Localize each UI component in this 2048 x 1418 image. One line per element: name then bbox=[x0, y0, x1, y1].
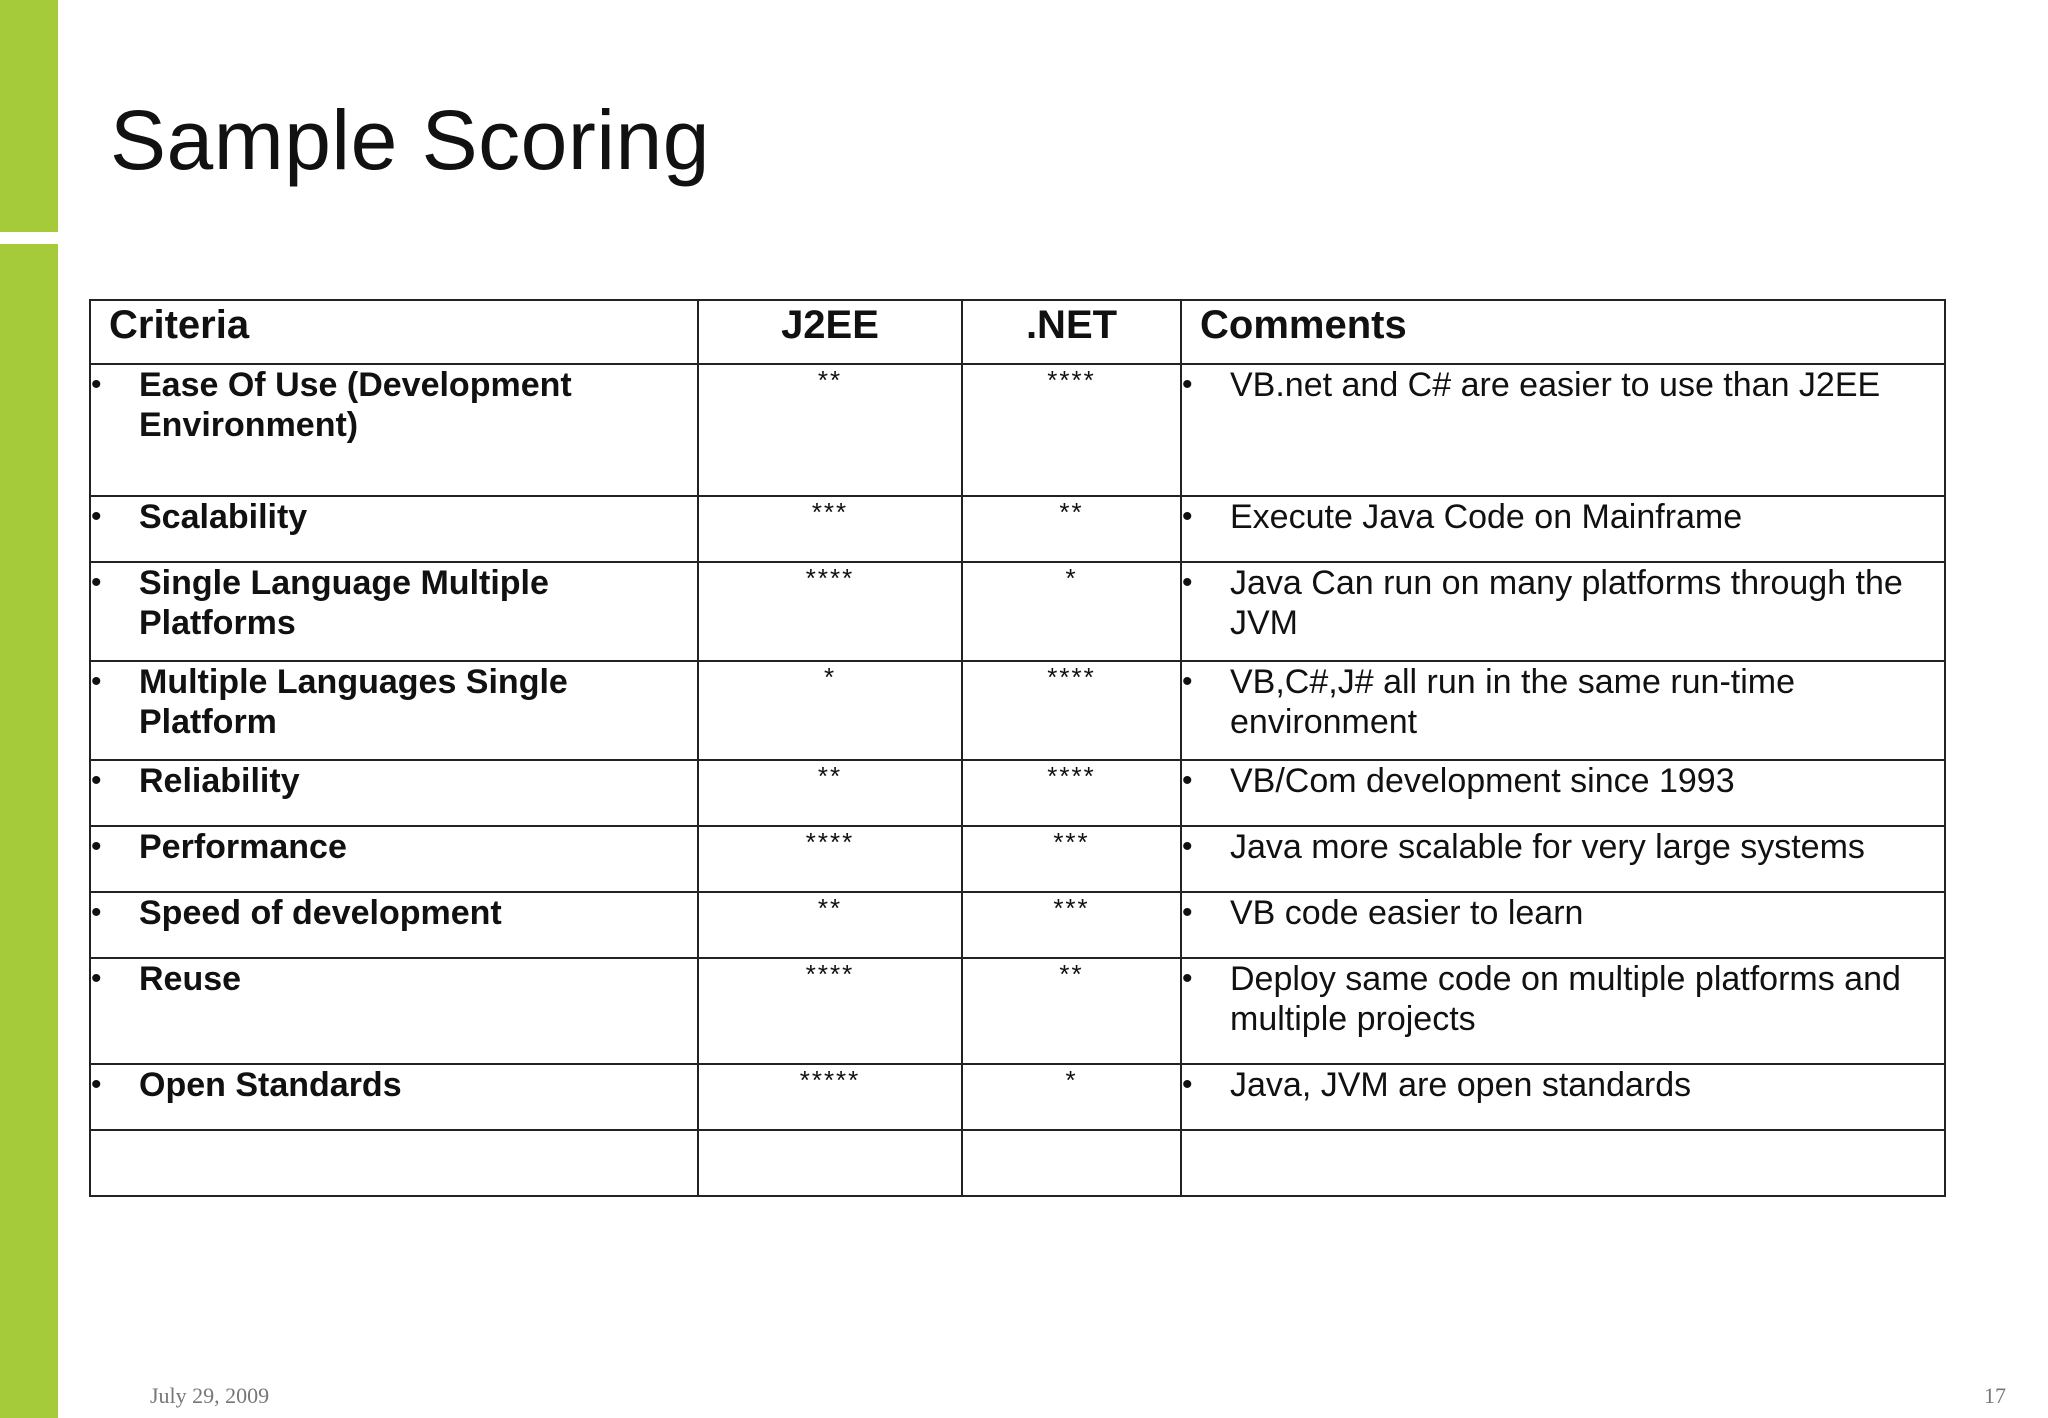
table-row-empty bbox=[90, 1130, 1945, 1196]
slide-title: Sample Scoring bbox=[110, 93, 710, 187]
criteria-label: Reliability bbox=[139, 762, 300, 800]
comment-cell bbox=[1181, 496, 1945, 562]
accent-bar-bottom bbox=[0, 244, 58, 1418]
bullet: • bbox=[91, 764, 102, 797]
table-row bbox=[90, 661, 1945, 760]
table-row bbox=[90, 496, 1945, 562]
bullet: • bbox=[1182, 962, 1193, 995]
comment-text: VB.net and C# are easier to use than J2EE bbox=[1230, 366, 1881, 404]
comment-text: Java Can run on many platforms through the JVM bbox=[1230, 564, 1903, 642]
criteria-label: Ease Of Use (Development Environment) bbox=[139, 366, 572, 444]
comment-cell bbox=[1181, 562, 1945, 661]
comment-cell bbox=[1181, 760, 1945, 826]
comment-text: VB code easier to learn bbox=[1230, 894, 1584, 932]
bullet: • bbox=[1182, 368, 1193, 401]
comment-text: VB,C#,J# all run in the same run-time environment bbox=[1230, 663, 1796, 741]
net-score: *** bbox=[962, 892, 1181, 958]
scoring-table bbox=[89, 299, 1946, 1197]
comment-text: Java more scalable for very large systems bbox=[1230, 828, 1865, 866]
criteria-cell bbox=[90, 826, 698, 892]
criteria-label: Multiple Languages Single Platform bbox=[139, 663, 568, 741]
j2ee-score: ** bbox=[698, 364, 962, 496]
bullet: • bbox=[91, 665, 102, 698]
table-header-row bbox=[90, 300, 1945, 364]
table-row bbox=[90, 562, 1945, 661]
net-score: **** bbox=[962, 760, 1181, 826]
bullet: • bbox=[91, 566, 102, 599]
comment-cell bbox=[1181, 958, 1945, 1064]
page-number: 17 bbox=[1984, 1383, 2006, 1408]
empty-cell bbox=[698, 1130, 962, 1196]
header-j2ee: J2EE bbox=[698, 300, 962, 364]
j2ee-score: **** bbox=[698, 826, 962, 892]
comment-text: VB/Com development since 1993 bbox=[1230, 762, 1735, 800]
criteria-cell bbox=[90, 364, 698, 496]
comment-text: Java, JVM are open standards bbox=[1230, 1066, 1692, 1104]
criteria-cell bbox=[90, 1064, 698, 1130]
criteria-label: Open Standards bbox=[139, 1066, 402, 1104]
net-score: *** bbox=[962, 826, 1181, 892]
criteria-label: Scalability bbox=[139, 498, 308, 536]
empty-cell bbox=[90, 1130, 698, 1196]
net-score: * bbox=[962, 1064, 1181, 1130]
table-row bbox=[90, 892, 1945, 958]
bullet: • bbox=[91, 896, 102, 929]
criteria-cell bbox=[90, 496, 698, 562]
criteria-cell bbox=[90, 661, 698, 760]
net-score: **** bbox=[962, 364, 1181, 496]
header-criteria: Criteria bbox=[90, 300, 698, 364]
bullet: • bbox=[1182, 1068, 1193, 1101]
criteria-cell bbox=[90, 562, 698, 661]
bullet: • bbox=[91, 368, 102, 401]
bullet: • bbox=[1182, 566, 1193, 599]
j2ee-score: * bbox=[698, 661, 962, 760]
comment-text: Deploy same code on multiple platforms and multiple projects bbox=[1230, 960, 1901, 1038]
comment-cell bbox=[1181, 892, 1945, 958]
table-row bbox=[90, 826, 1945, 892]
empty-cell bbox=[1181, 1130, 1945, 1196]
bullet: • bbox=[1182, 830, 1193, 863]
j2ee-score: **** bbox=[698, 562, 962, 661]
net-score: ** bbox=[962, 958, 1181, 1064]
net-score: ** bbox=[962, 496, 1181, 562]
empty-cell bbox=[962, 1130, 1181, 1196]
criteria-cell bbox=[90, 958, 698, 1064]
table-row bbox=[90, 364, 1945, 496]
criteria-label: Speed of development bbox=[139, 894, 502, 932]
bullet: • bbox=[1182, 764, 1193, 797]
criteria-label: Performance bbox=[139, 828, 347, 866]
net-score: **** bbox=[962, 661, 1181, 760]
net-score: * bbox=[962, 562, 1181, 661]
j2ee-score: **** bbox=[698, 958, 962, 1064]
criteria-label: Reuse bbox=[139, 960, 242, 998]
criteria-cell bbox=[90, 760, 698, 826]
comment-cell bbox=[1181, 661, 1945, 760]
comment-cell bbox=[1181, 826, 1945, 892]
header-comments: Comments bbox=[1181, 300, 1945, 364]
bullet: • bbox=[91, 1068, 102, 1101]
header-net: .NET bbox=[962, 300, 1181, 364]
comment-cell bbox=[1181, 364, 1945, 496]
table-row bbox=[90, 958, 1945, 1064]
j2ee-score: ** bbox=[698, 760, 962, 826]
criteria-label: Single Language Multiple Platforms bbox=[139, 564, 549, 642]
j2ee-score: ***** bbox=[698, 1064, 962, 1130]
footer-date: July 29, 2009 bbox=[150, 1383, 270, 1408]
comment-text: Execute Java Code on Mainframe bbox=[1230, 498, 1743, 536]
j2ee-score: *** bbox=[698, 496, 962, 562]
bullet: • bbox=[1182, 896, 1193, 929]
bullet: • bbox=[91, 830, 102, 863]
table-row bbox=[90, 1064, 1945, 1130]
comment-cell bbox=[1181, 1064, 1945, 1130]
table-row bbox=[90, 760, 1945, 826]
accent-bar-top bbox=[0, 0, 58, 232]
bullet: • bbox=[91, 500, 102, 533]
bullet: • bbox=[1182, 500, 1193, 533]
criteria-cell bbox=[90, 892, 698, 958]
j2ee-score: ** bbox=[698, 892, 962, 958]
bullet: • bbox=[1182, 665, 1193, 698]
bullet: • bbox=[91, 962, 102, 995]
